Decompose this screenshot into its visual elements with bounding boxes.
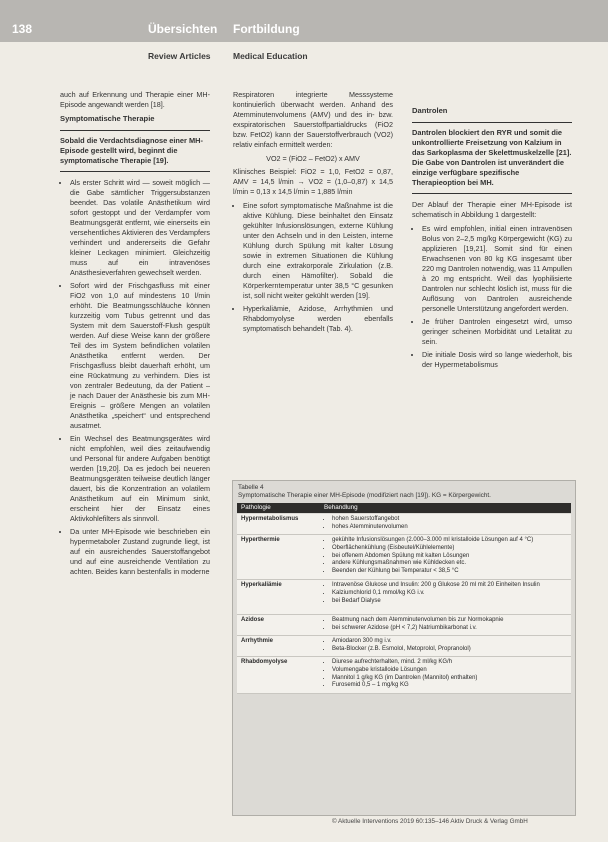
header-band [0,0,608,42]
cell-item: • hohes Atemminutenvolumen [332,524,567,532]
list-item: • Eine sofort symptomatische Maßnahme ist die aktive Kühlung. Diese beinhaltet den Einsatz gekühlter Infusionslösungen, externe Kühlung unter den Achseln und in den Leisten, interne Kühlung durch Spülung mit kalter Lösung sowie in extremen Situationen die Kühlung durch eine extrakorporale Zirkulation (z.B. durch einen Hämofilter). Sobald die Körperkerntemperatur unter 38,5 °C gesunken ist, soll nicht weiter gekühlt werden [19]. [243,201,393,301]
section-title: Übersichten [148,22,218,36]
intro-paragraph: auch auf Erkennung und Therapie einer MH-Episode angewandt werden [18]. [60,90,210,109]
paragraph: Respiratoren integrierte Messsysteme kontinuierlich überwacht werden. Anhand des Atemminutenvolumens (AMV) und des in- bzw. exspiratorischen Sauerstoffpartialdrucks (FiO2 bzw. FetO2) kann der Sauerstoffverbrauch (VO2) relativ einfach ermittelt werden: [233,90,393,149]
list-item: • Je früher Dantrolen eingesetzt wird, umso geringer scheinen Morbidität und Letalität zu sein. [422,317,572,347]
footer-citation: © Aktuelle Interventions 2019 60:135–146 Aktiv Druck & Verlag GmbH [332,818,528,825]
cell-item: • Beta-Blocker (z.B. Esmolol, Metoprolol, Propranolol) [332,646,567,654]
table-header [237,503,571,513]
cell-item: • gekühlte Infusionslösungen (2.000–3.000 ml kristalloide Lösungen auf 4 °C) [332,537,567,545]
column-1 [60,90,210,580]
table-row [237,636,571,657]
table-row [237,514,571,535]
cell-item: • bei Bedarf Dialyse [332,598,567,606]
column-2 [233,90,393,337]
row-label: Azidose [241,617,265,623]
page-number: 138 [12,22,33,36]
list-item: • Als erster Schritt wird — soweit möglich — die Gabe sämtlicher Triggersubstanzen beendet. Das volatile Anästhetikum wird sofort gestoppt und der Verdampfer vom Beatmungsgerät entfernt, wie einerseits ein versehentliches Aktivieren des Verdampfers verhindert und andererseits die Gefahr kleiner Leckagen minimiert. Gleichzeitig muss auf ein intravenöses Anästhesieverfahren gewechselt werden. [70,178,210,278]
column-header: Behandlung [324,504,358,511]
table-caption: Tabelle 4 Symptomatische Therapie einer MH-Episode (modifiziert nach [19]). KG = Körpergewicht. [238,484,491,499]
table-4 [232,480,576,816]
table-row [237,580,571,615]
cell-item: • Beatmung nach dem Atemminutenvolumen bis zur Normokapnie [332,617,567,625]
bullet-list [412,224,572,370]
section-heading: Symptomatische Therapie [60,114,155,123]
row-label: Hyperkaliämie [241,582,282,588]
cell-item: • Volumengabe kristalloide Lösungen [332,667,567,675]
formula: VO2 = (FiO2 – FetO2) x AMV [266,154,360,163]
subheader-right: Medical Education [233,51,308,61]
cell-item: • Kalziumchlorid 0,1 mmol/kg KG i.v. [332,590,567,598]
cell-item: • hohen Sauerstoffangebot [332,516,567,524]
row-label: Arrhythmie [241,638,274,644]
column-header: Pathologie [241,504,271,511]
cell-item: • Furosemid 0,5 – 1 mg/kg KG [332,682,567,690]
row-label: Hyperthermie [241,537,280,543]
column-3 [412,102,572,373]
list-item: • Da unter MH-Episode wie beschrieben ein hypermetaboler Zustand zugrunde liegt, ist auf ein ausreichendes Sauerstoffangebot und auf eine ausreichende Ventilation zu achten. Beides kann bestenfalls in moderne [70,527,210,577]
cell-item: • Diurese aufrechterhalten, mind. 2 ml/kg KG/h [332,659,567,667]
list-item: • Die initiale Dosis wird so lange wiederholt, bis der Hypermetabolismus [422,350,572,370]
cell-item: • Beenden der Kühlung bei Temperatur < 38,5 °C [332,568,567,576]
cell-item: • Oberflächenkühlung (Eisbeutel/Kühlelemente) [332,545,567,553]
cell-item: • Mannitol 1 g/kg KG (im Dantrolen (Mannitol) enthalten) [332,675,567,683]
cell-item: • andere Kühlungsmaßnahmen wie Kühldecken etc. [332,560,567,568]
bullet-list [233,201,393,334]
cell-item: • bei offenem Abdomen Spülung mit kalten Lösungen [332,553,567,561]
list-item: • Sofort wird der Frischgasfluss mit einer FiO2 von 1,0 auf mindestens 10 l/min erhöht. Die Beatmungsschläuche können kurzzeitig vom Tubus getrennt und das System mit dem Sauerstoff-Flush gespült werden. Auf diese Weise kann der größere Teil des im System befindlichen volatilen Anästhetika entfernt werden. Der Frischgasfluss bleibt dauerhaft erhöht, um eine Rückatmung zu verhindern. Dies ist von zentraler Bedeutung, da der Patient – je nach Dauer der Anästhesie bis zum MH-Ereignis – größere Mengen an volatilen Anästhetika „speichert“ und entsprechend ausatmet. [70,281,210,431]
example-paragraph: Klinisches Beispiel: FiO2 = 1,0, FetO2 = 0,87, AMV = 14,5 l/min → VO2 = (1,0–0,87) x 14,5 l/min = 0,13 x 14,5 l/min = 1,885 l/min [233,167,393,196]
row-label: Rhabdomyolyse [241,659,288,665]
highlight-box: Sobald die Verdachtsdiagnose einer MH-Episode gestellt wird, beginnt die symptomatische Therapie [19]. [60,130,210,172]
section-heading: Dantrolen [412,106,448,115]
bullet-list [60,178,210,577]
list-item: • Es wird empfohlen, initial einen intravenösen Bolus von 2–2,5 mg/kg Körpergewicht (KG) zu applizieren [19,21]. Somit sind für einen Erwachsenen von 80 kg KG insgesamt über 220 mg Dantrolen notwendig, was 11 Ampullen à 20 mg entspricht. Weil das lyophilisierte Dantrolen nur schlecht löslich ist, muss für die Auflösung von Dantrolen ausreichende personelle Unterstützung angefordert werden. [422,224,572,314]
table-row [237,657,571,694]
table-row [237,615,571,636]
subheader-left: Review Articles [148,51,211,61]
section-title-right: Fortbildung [233,22,300,36]
cell-item: • Amiodaron 300 mg i.v. [332,638,567,646]
cell-item: • Intravenöse Glukose und Insulin: 200 g Glukose 20 ml mit 20 Einheiten Insulin [332,582,567,590]
row-label: Hypermetabolismus [241,516,299,522]
highlight-box: Dantrolen blockiert den RYR und somit die unkontrollierte Freisetzung von Kalzium in das Sarkoplasma der Skelettmuskelzelle [21]. Die Gabe von Dantrolen ist unverändert die einzige verfügbare spezifische Therapieoption bei MH. [412,122,572,194]
list-item: • Hyperkaliämie, Azidose, Arrhythmien und Rhabdomyolyse werden ebenfalls symptomatisch behandelt (Tab. 4). [243,304,393,334]
list-item: • Ein Wechsel des Beatmungsgerätes wird nicht empfohlen, weil dies zeitaufwendig und Personal für andere Aufgaben benötigt werden [19,20]. Da es jedoch bei neueren Beatmungsgeräten teilweise deutlich länger dauert, bis die Konzentration an volatilem Anästhetikum auf ein Minimum sinkt, erscheint hier der Einsatz eines Aktivkohlefilters als sinnvoll. [70,434,210,524]
cell-item: • bei schwerer Azidose (pH < 7,2) Natriumbikarbonat i.v. [332,625,567,633]
table-row [237,535,571,580]
paragraph: Der Ablauf der Therapie einer MH-Episode ist schematisch in Abbildung 1 dargestellt: [412,200,572,219]
